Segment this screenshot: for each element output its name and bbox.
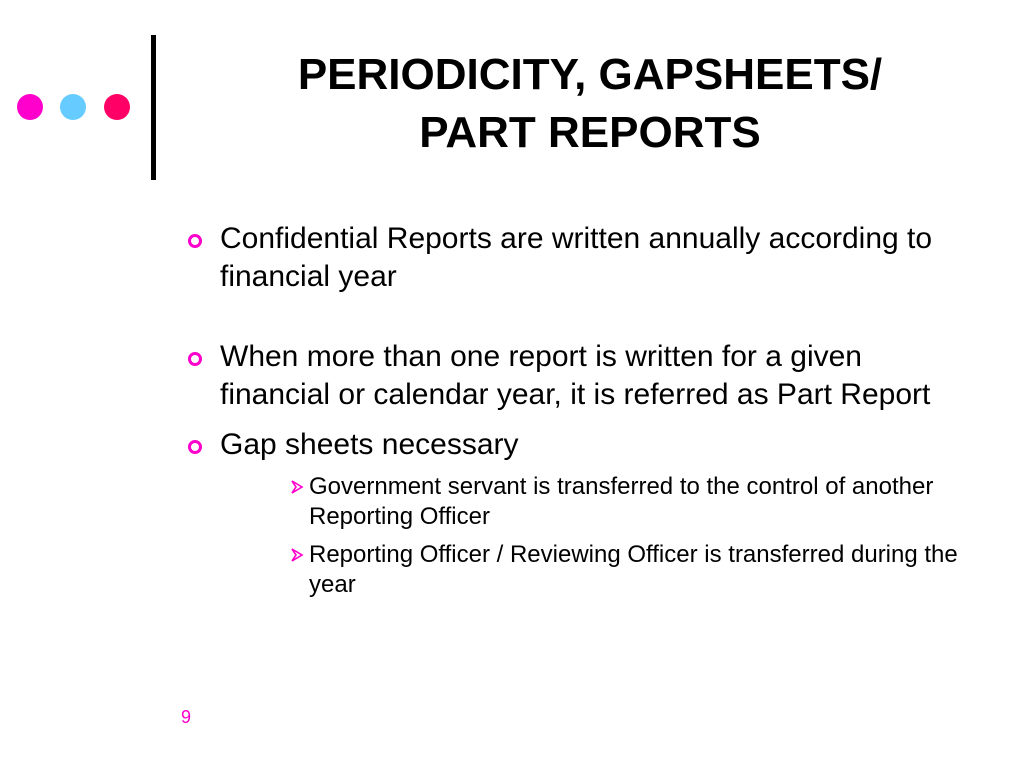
bullet-list: [183, 220, 963, 600]
pink-dot-icon: [104, 94, 130, 120]
cyan-dot-icon: [60, 94, 86, 120]
bullet-item: [183, 220, 963, 296]
circle-bullet-icon: [188, 440, 202, 454]
magenta-dot-icon: [17, 94, 43, 120]
circle-bullet-icon: [188, 352, 202, 366]
page-number: 9: [181, 707, 192, 727]
title-line-2: PART REPORTS: [419, 108, 761, 157]
bullet-text: When more than one report is written for a given financial or calendar year, it is referred as Part Report: [220, 340, 931, 411]
sub-bullet-item: [289, 540, 963, 600]
sub-bullet-item: [289, 472, 963, 532]
bullet-text: Confidential Reports are written annually according to financial year: [220, 222, 933, 293]
slide-title: [175, 46, 1005, 162]
sub-bullet-text: Government servant is transferred to the control of another Reporting Officer: [309, 473, 934, 530]
bullet-item: [183, 426, 963, 464]
arrow-bullet-icon: [289, 479, 305, 495]
title-line-1: PERIODICITY, GAPSHEETS/: [297, 50, 883, 99]
bullet-text: Gap sheets necessary: [220, 428, 519, 461]
bullet-item: [183, 338, 963, 414]
sub-bullet-text: Reporting Officer / Reviewing Officer is transferred during the year: [309, 541, 958, 598]
decorative-dots: [0, 0, 140, 200]
circle-bullet-icon: [188, 234, 202, 248]
arrow-bullet-icon: [289, 547, 305, 563]
title-divider: [151, 35, 156, 180]
